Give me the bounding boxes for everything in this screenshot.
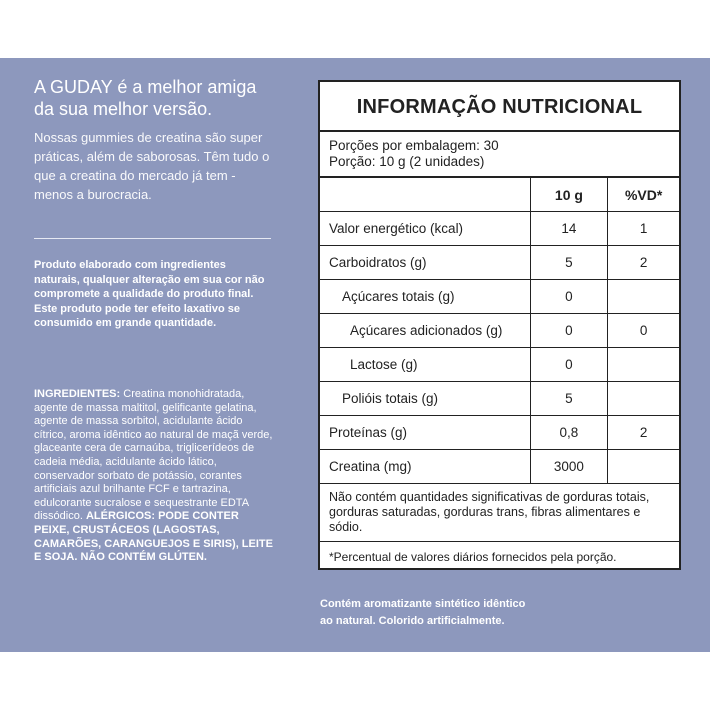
row-vd: 1 xyxy=(608,212,679,246)
row-name: Açúcares adicionados (g) xyxy=(320,314,530,348)
table-row xyxy=(320,212,679,246)
header-amount: 10 g xyxy=(530,178,608,212)
row-value: 0 xyxy=(530,314,608,348)
ingredients-label: INGREDIENTES: xyxy=(34,388,121,400)
row-value: 14 xyxy=(530,212,608,246)
row-vd xyxy=(608,450,679,484)
header-vd: %VD* xyxy=(608,178,679,212)
notice-laxative: Este produto pode ter efeito laxativo se consumido em grande quantidade. xyxy=(34,302,240,329)
row-vd xyxy=(608,280,679,314)
row-value: 0 xyxy=(530,280,608,314)
row-name: Polióis totais (g) xyxy=(320,382,530,416)
daily-value-note: *Percentual de valores diários fornecidos pela porção. xyxy=(329,550,617,564)
notice-natural-ingredients: Produto elaborado com ingredientes naturais, qualquer alteração em sua cor não compromete a qualidade do produto final. xyxy=(34,259,265,300)
table-row xyxy=(320,382,679,416)
table-row xyxy=(320,246,679,280)
row-name: Creatina (mg) xyxy=(320,450,530,484)
table-row xyxy=(320,280,679,314)
row-vd: 0 xyxy=(608,314,679,348)
row-name: Carboidratos (g) xyxy=(320,246,530,280)
row-vd: 2 xyxy=(608,416,679,450)
header-blank xyxy=(320,178,530,212)
nutrition-title: INFORMAÇÃO NUTRICIONAL xyxy=(320,82,679,132)
nutrition-facts-label xyxy=(318,80,681,570)
row-vd xyxy=(608,382,679,416)
row-value: 5 xyxy=(530,246,608,280)
row-value: 0 xyxy=(530,348,608,382)
serving-size: Porção: 10 g (2 unidades) xyxy=(329,154,485,169)
row-value: 0,8 xyxy=(530,416,608,450)
table-row xyxy=(320,314,679,348)
row-name: Açúcares totais (g) xyxy=(320,280,530,314)
flavor-color-note xyxy=(320,596,620,630)
flavor-note-line-2: ao natural. Colorido artificialmente. xyxy=(320,615,505,627)
intro-text: Nossas gummies de creatina são super práticas, além de saborosas. Têm tudo o que a creatina do mercado já tem - menos a burocracia. xyxy=(34,130,270,202)
row-value: 5 xyxy=(530,382,608,416)
brand-copy xyxy=(34,76,274,204)
ingredients-block xyxy=(34,388,274,565)
nutrition-table xyxy=(320,178,679,484)
table-row xyxy=(320,416,679,450)
ingredients-text: Creatina monohidratada, agente de massa maltitol, gelificante gelatina, agente de massa sorbitol, acidulante ácido cítrico, aroma idêntico ao natural de maçã verde, glaceante cera de carnaúba, triglicerídeos de cadeia média, acidulante ácido lático, conservador sorbato de potássio, corantes artificiais azul brilhante FCF e tartrazina, edulcorante sucralose e sequestrante EDTA dissódico. xyxy=(34,388,273,523)
row-vd xyxy=(608,348,679,382)
headline xyxy=(34,76,274,120)
row-name: Valor energético (kcal) xyxy=(320,212,530,246)
row-name: Lactose (g) xyxy=(320,348,530,382)
headline-line-1: A GUDAY é a melhor amiga xyxy=(34,77,257,97)
table-row xyxy=(320,348,679,382)
row-value: 3000 xyxy=(530,450,608,484)
row-name: Proteínas (g) xyxy=(320,416,530,450)
row-vd: 2 xyxy=(608,246,679,280)
insignificant-amounts-note: Não contém quantidades significativas de gorduras totais, gorduras saturadas, gorduras trans, fibras alimentares e sódio. xyxy=(320,484,679,542)
serving-info xyxy=(320,132,679,178)
servings-per-package: Porções por embalagem: 30 xyxy=(329,138,499,153)
allergens-text: ALÉRGICOS: PODE CONTER PEIXE, CRUSTÁCEOS (LAGOSTAS, CAMARÕES, CARANGUEJOS E SIRIS), LEITE E SOJA. NÃO CONTÉM GLÚTEN. xyxy=(34,510,273,564)
table-header-row xyxy=(320,178,679,212)
table-row xyxy=(320,450,679,484)
product-notice xyxy=(34,258,274,331)
divider xyxy=(34,238,271,239)
headline-line-2: da sua melhor versão. xyxy=(34,99,213,119)
flavor-note-line-1: Contém aromatizante sintético idêntico xyxy=(320,598,526,610)
